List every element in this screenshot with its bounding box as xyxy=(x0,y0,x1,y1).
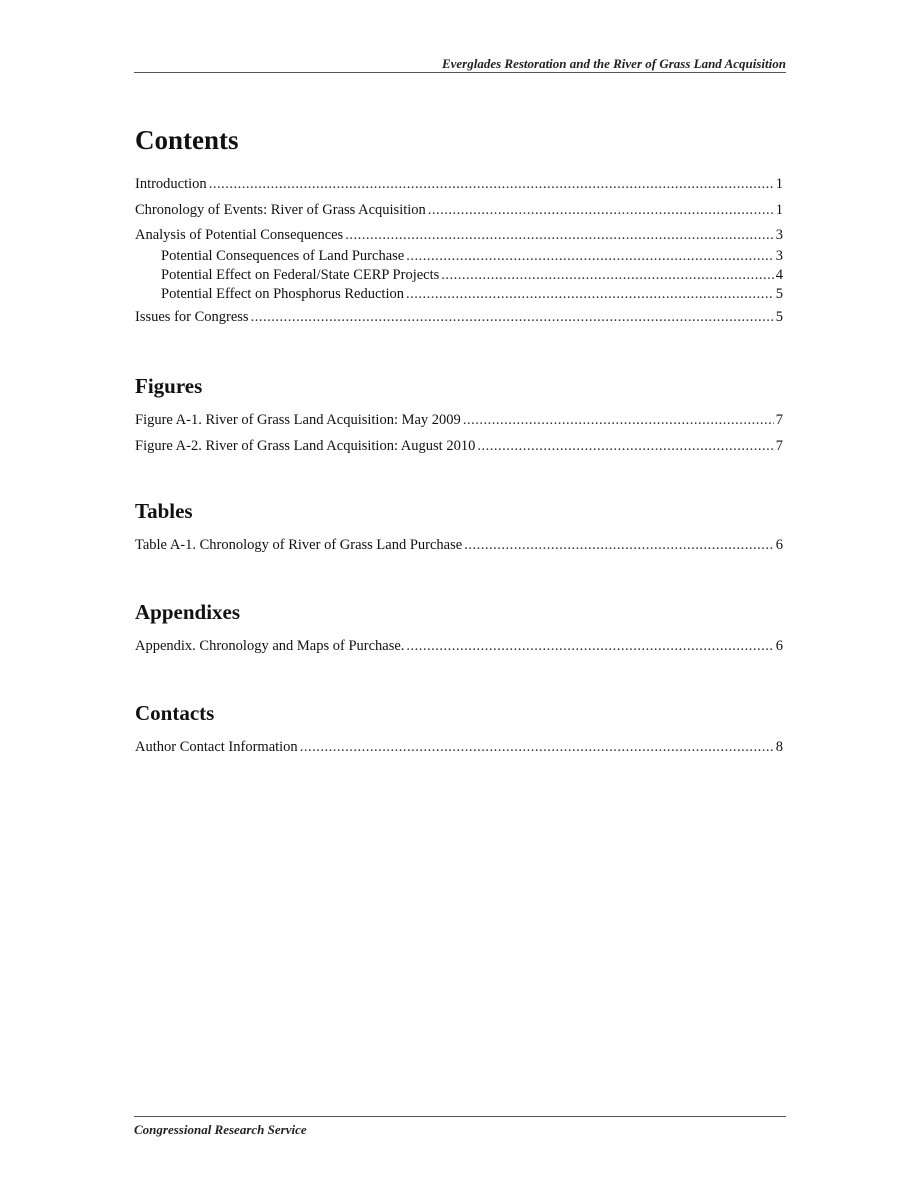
figures-entries xyxy=(135,412,783,460)
dot-leader xyxy=(406,286,774,303)
toc-entry-text: Issues for Congress xyxy=(135,309,249,325)
dot-leader xyxy=(406,638,773,655)
tables-entries xyxy=(135,537,783,559)
toc-entry-text: Figure A-2. River of Grass Land Acquisition: August 2010 xyxy=(135,438,476,454)
dot-leader xyxy=(441,267,773,284)
running-header xyxy=(134,55,786,73)
toc-entry-figure-a1[interactable] xyxy=(135,412,783,438)
contacts-heading: Contacts xyxy=(135,701,215,725)
toc-entry-page: 1 xyxy=(775,202,783,218)
toc-entry-page: 7 xyxy=(775,438,783,454)
toc-entry-page: 7 xyxy=(775,412,783,428)
toc-entry-text: Potential Effect on Phosphorus Reduction xyxy=(161,286,404,302)
tables-section xyxy=(135,498,783,559)
figures-section xyxy=(135,373,783,460)
appendixes-entries xyxy=(135,638,783,660)
tables-heading: Tables xyxy=(135,499,193,523)
toc-entry-page: 8 xyxy=(775,739,783,755)
toc-entry-page: 1 xyxy=(775,176,783,192)
dot-leader xyxy=(251,309,774,326)
contacts-section xyxy=(135,700,783,761)
footer-text: Congressional Research Service xyxy=(134,1122,307,1137)
toc-entry-text: Table A-1. Chronology of River of Grass Land Purchase xyxy=(135,537,463,553)
toc-entry-introduction[interactable] xyxy=(135,176,783,202)
toc-entry-page: 3 xyxy=(775,227,783,243)
toc-entry-page: 3 xyxy=(775,248,783,264)
toc-entry-issues[interactable] xyxy=(135,309,783,331)
dot-leader xyxy=(464,537,774,554)
toc-entry-page: 6 xyxy=(775,537,783,553)
dot-leader xyxy=(428,202,774,219)
toc-entry-page: 6 xyxy=(775,638,783,654)
toc-entry-chronology[interactable] xyxy=(135,202,783,227)
toc-entry-text: Potential Effect on Federal/State CERP Projects xyxy=(161,267,440,283)
toc-entry-page: 4 xyxy=(775,267,783,283)
toc-entry-text: Potential Consequences of Land Purchase xyxy=(161,248,405,264)
toc-entry-page: 5 xyxy=(775,309,783,325)
toc-entry-text: Author Contact Information xyxy=(135,739,298,755)
page-footer xyxy=(134,1116,786,1138)
toc-entry-cerp-projects[interactable] xyxy=(135,267,783,286)
toc-entry-appendix[interactable] xyxy=(135,638,783,660)
dot-leader xyxy=(345,227,774,244)
toc-entry-analysis[interactable] xyxy=(135,227,783,248)
contents-section xyxy=(135,124,783,331)
appendixes-section xyxy=(135,599,783,660)
toc-entry-text: Figure A-1. River of Grass Land Acquisition: May 2009 xyxy=(135,412,461,428)
toc-entry-text: Introduction xyxy=(135,176,207,192)
toc-entry-author-contact[interactable] xyxy=(135,739,783,761)
appendixes-heading: Appendixes xyxy=(135,600,241,624)
running-header-title: Everglades Restoration and the River of Grass Land Acquisition xyxy=(441,56,786,71)
toc-entry-text: Appendix. Chronology and Maps of Purchase. xyxy=(135,638,405,654)
toc-entry-phosphorus[interactable] xyxy=(135,286,783,309)
dot-leader xyxy=(463,412,774,429)
dot-leader xyxy=(209,176,774,193)
contacts-entries xyxy=(135,739,783,761)
contents-heading: Contents xyxy=(135,125,239,155)
contents-entries xyxy=(135,176,783,331)
toc-entry-figure-a2[interactable] xyxy=(135,438,783,460)
toc-entry-text: Analysis of Potential Consequences xyxy=(135,227,344,243)
dot-leader xyxy=(300,739,774,756)
dot-leader xyxy=(406,248,774,265)
figures-heading: Figures xyxy=(135,374,203,398)
toc-entry-table-a1[interactable] xyxy=(135,537,783,559)
toc-entry-page: 5 xyxy=(775,286,783,302)
toc-entry-text: Chronology of Events: River of Grass Acquisition xyxy=(135,202,426,218)
toc-entry-land-purchase[interactable] xyxy=(135,248,783,267)
dot-leader xyxy=(477,438,773,455)
